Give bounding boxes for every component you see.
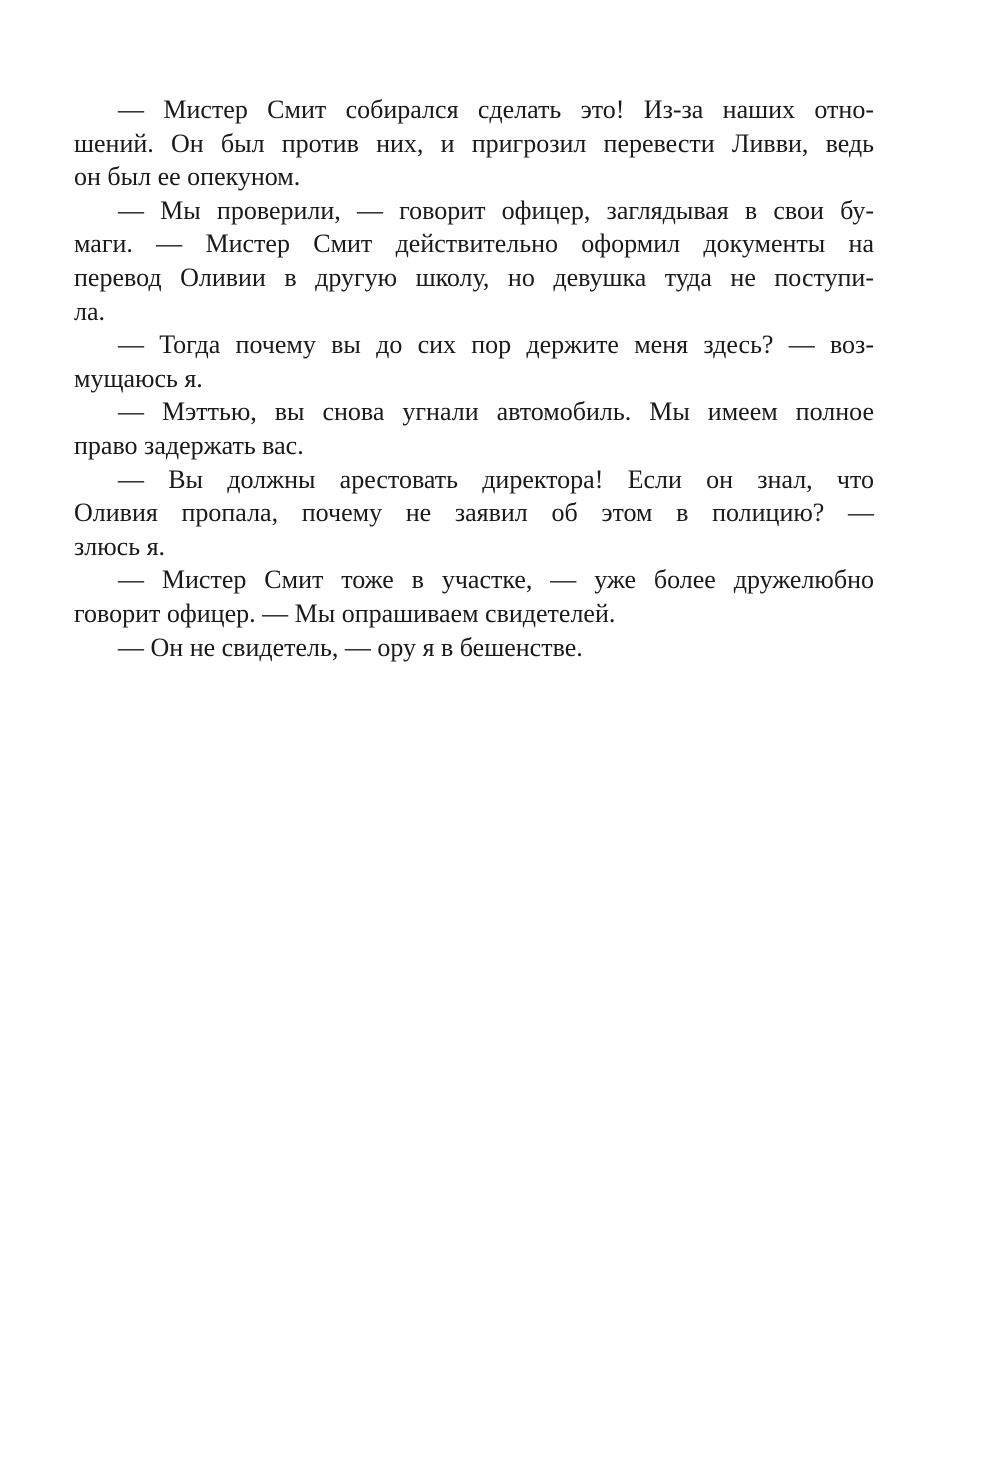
text-line: право задержать вас. — [74, 430, 304, 460]
text-line: он был ее опекуном. — [74, 162, 301, 192]
text-line: злюсь я. — [74, 531, 166, 561]
text-line: — Мистер Смит тоже в участке, — уже более дружелюбно — [118, 565, 874, 595]
book-page-text — [74, 93, 874, 664]
text-line: мущаюсь я. — [74, 363, 203, 393]
text-line: говорит офицер. — Мы опрашиваем свидетелей. — [74, 598, 616, 628]
text-line: — Мэттью, вы снова угнали автомобиль. Мы имеем полное — [118, 397, 874, 427]
text-line: — Вы должны арестовать директора! Если он знал, что — [118, 464, 874, 494]
text-line: — Мы проверили, — говорит офицер, заглядывая в свои бу- — [118, 195, 874, 225]
text-line: ла. — [74, 296, 106, 326]
text-line: маги. — Мистер Смит действительно оформил документы на — [74, 229, 874, 259]
text-line: шений. Он был против них, и пригрозил перевести Ливви, ведь — [74, 128, 874, 158]
text-line: — Мистер Смит собирался сделать это! Из-за наших отно- — [118, 95, 874, 124]
text-line: перевод Оливии в другую школу, но девушка туда не поступи- — [74, 262, 874, 292]
text-line: — Он не свидетель, — ору я в бешенстве. — [118, 632, 583, 662]
text-line: — Тогда почему вы до сих пор держите меня здесь? — воз- — [118, 330, 874, 360]
text-line: Оливия пропала, почему не заявил об этом в полицию? — — [74, 498, 874, 528]
